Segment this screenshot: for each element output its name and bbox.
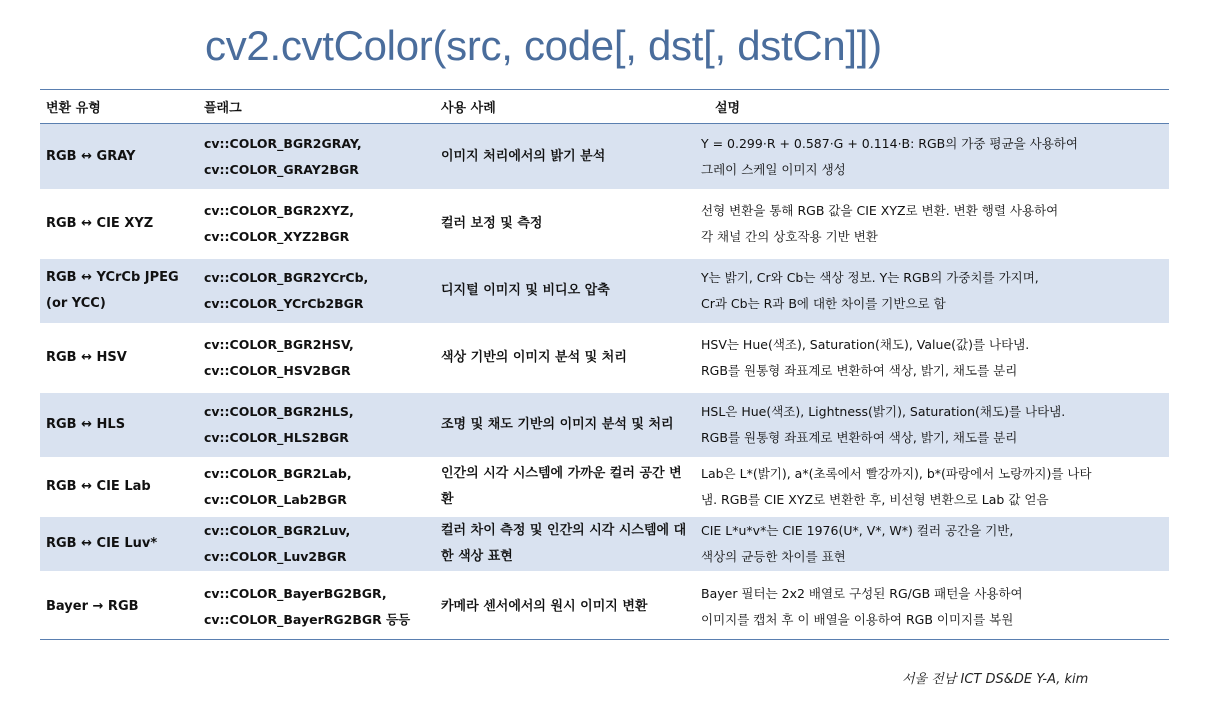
cell-flag-line: cv::COLOR_BayerRG2BGR 등등 [204, 611, 411, 627]
cell-conversion-type-line: RGB ↔ YCrCb JPEG [46, 270, 179, 285]
cell-conversion-type [40, 258, 198, 325]
cell-description [697, 124, 1169, 191]
table-row [40, 459, 1169, 516]
cell-flag-line: cv::COLOR_BGR2YCrCb, [204, 270, 369, 285]
cell-example [435, 459, 697, 516]
cell-flag [198, 258, 435, 325]
cell-description-line: CIE L*u*v*는 CIE 1976(U*, V*, W*) 컬러 공간을 기반, [701, 523, 1014, 538]
table-row [40, 573, 1169, 640]
cell-conversion-type-line: RGB ↔ CIE Luv* [46, 536, 158, 551]
cell-description [697, 258, 1169, 325]
cell-flag-line: cv::COLOR_BGR2XYZ, [204, 203, 354, 218]
cell-flag-line: cv::COLOR_BGR2Luv, [204, 523, 351, 538]
cell-description-line: 냄. RGB를 CIE XYZ로 변환한 후, 비선형 변환으로 Lab 값 얻음 [701, 492, 1049, 507]
cell-conversion-type-line: Bayer → RGB [46, 598, 139, 614]
cell-conversion-type-line: (or YCC) [46, 296, 106, 311]
cell-description [697, 392, 1169, 459]
cell-flag-line: cv::COLOR_BGR2HSV, [204, 337, 354, 352]
cell-conversion-type-line: RGB ↔ CIE Lab [46, 479, 151, 494]
cell-description [697, 516, 1169, 573]
cell-conversion-type-line: RGB ↔ HSV [46, 350, 127, 365]
cell-flag [198, 124, 435, 191]
cell-flag-line: cv::COLOR_BGR2Lab, [204, 466, 352, 481]
header-flag: 플래그 [198, 90, 435, 124]
cell-conversion-type [40, 459, 198, 516]
table-header-row [40, 90, 1169, 124]
cell-flag [198, 459, 435, 516]
cell-description-line: HSV는 Hue(색조), Saturation(채도), Value(값)를 나타냄. [701, 337, 1030, 352]
cell-example [435, 325, 697, 392]
cell-description [697, 325, 1169, 392]
cell-description-line: 그레이 스케일 이미지 생성 [701, 161, 846, 177]
cell-flag-line: cv::COLOR_Lab2BGR [204, 492, 347, 507]
cell-conversion-type [40, 325, 198, 392]
cell-example [435, 573, 697, 640]
color-conversion-table [40, 89, 1169, 640]
cell-flag-line: cv::COLOR_GRAY2BGR [204, 161, 359, 177]
cell-conversion-type [40, 392, 198, 459]
cell-flag-line: cv::COLOR_BayerBG2BGR, [204, 585, 387, 601]
cell-description [697, 459, 1169, 516]
cell-description-line: HSL은 Hue(색조), Lightness(밝기), Saturation(채도)를 나타냄. [701, 404, 1066, 419]
header-description: 설명 [697, 90, 1169, 124]
header-type: 변환 유형 [40, 90, 198, 124]
cell-flag-line: cv::COLOR_BGR2GRAY, [204, 135, 362, 151]
cell-flag [198, 573, 435, 640]
cell-description-line: Lab은 L*(밝기), a*(초록에서 빨강까지), b*(파랑에서 노랑까지)를 나타 [701, 466, 1092, 481]
cell-example-text: 인간의 시각 시스템에 가까운 컬러 공간 변환 [441, 466, 682, 507]
cell-flag [198, 325, 435, 392]
table-row [40, 516, 1169, 573]
cell-description [697, 191, 1169, 258]
cell-conversion-type [40, 191, 198, 258]
cell-description-line: Cr과 Cb는 R과 B에 대한 차이를 기반으로 함 [701, 296, 946, 311]
cell-flag-line: cv::COLOR_YCrCb2BGR [204, 296, 364, 311]
cell-example-text: 카메라 센서에서의 원시 이미지 변환 [441, 598, 648, 614]
cell-flag-line: cv::COLOR_Luv2BGR [204, 549, 347, 564]
cell-example [435, 516, 697, 573]
table-body [40, 124, 1169, 640]
table-row [40, 124, 1169, 191]
cell-description [697, 573, 1169, 640]
table-row [40, 392, 1169, 459]
cell-example-text: 컬러 차이 측정 및 인간의 시각 시스템에 대한 색상 표현 [441, 523, 687, 564]
cell-description-line: Y는 밝기, Cr와 Cb는 색상 정보. Y는 RGB의 가중치를 가지며, [701, 270, 1039, 285]
cell-example-text: 디지털 이미지 및 비디오 압축 [441, 283, 610, 298]
cell-description-line: 색상의 균등한 차이를 표현 [701, 549, 846, 564]
cell-conversion-type [40, 573, 198, 640]
cell-flag [198, 392, 435, 459]
cell-description-line: 이미지를 캡처 후 이 배열을 이용하여 RGB 이미지를 복원 [701, 611, 1014, 627]
cell-example [435, 191, 697, 258]
table-row [40, 325, 1169, 392]
cell-description-line: RGB를 원통형 좌표계로 변환하여 색상, 밝기, 채도를 분리 [701, 430, 1018, 445]
cell-flag-line: cv::COLOR_HLS2BGR [204, 430, 349, 445]
table-row [40, 191, 1169, 258]
page-title: cv2.cvtColor(src, code[, dst[, dstCn]]) [205, 22, 882, 69]
cell-conversion-type-line: RGB ↔ GRAY [46, 148, 136, 164]
cell-flag [198, 191, 435, 258]
cell-flag [198, 516, 435, 573]
cell-example [435, 124, 697, 191]
cell-example-text: 이미지 처리에서의 밝기 분석 [441, 148, 606, 164]
cell-flag-line: cv::COLOR_HSV2BGR [204, 363, 351, 378]
cell-description-line: 선형 변환을 통해 RGB 값을 CIE XYZ로 변환. 변환 행렬 사용하여 [701, 203, 1059, 218]
cell-description-line: Y = 0.299·R + 0.587·G + 0.114·B: RGB의 가중 평균을 사용하여 [701, 135, 1078, 151]
cell-description-line: Bayer 필터는 2x2 배열로 구성된 RG/GB 패턴을 사용하여 [701, 585, 1023, 601]
cell-description-line: 각 채널 간의 상호작용 기반 변환 [701, 229, 878, 244]
cell-example-text: 컬러 보정 및 측정 [441, 216, 543, 231]
cell-example-text: 조명 및 채도 기반의 이미지 분석 및 처리 [441, 417, 674, 432]
cell-conversion-type-line: RGB ↔ HLS [46, 417, 126, 432]
author-credit: 서울 전남 ICT DS&DE Y-A, kim [902, 672, 1089, 687]
cell-conversion-type [40, 516, 198, 573]
cell-example [435, 258, 697, 325]
cell-description-line: RGB를 원통형 좌표계로 변환하여 색상, 밝기, 채도를 분리 [701, 363, 1018, 378]
cell-conversion-type [40, 124, 198, 191]
cell-flag-line: cv::COLOR_BGR2HLS, [204, 404, 354, 419]
cell-flag-line: cv::COLOR_XYZ2BGR [204, 229, 350, 244]
cell-example-text: 색상 기반의 이미지 분석 및 처리 [441, 350, 627, 365]
cell-example [435, 392, 697, 459]
table-row [40, 258, 1169, 325]
color-conversion-table-container [40, 89, 1169, 640]
cell-conversion-type-line: RGB ↔ CIE XYZ [46, 216, 154, 231]
header-example: 사용 사례 [435, 90, 697, 124]
